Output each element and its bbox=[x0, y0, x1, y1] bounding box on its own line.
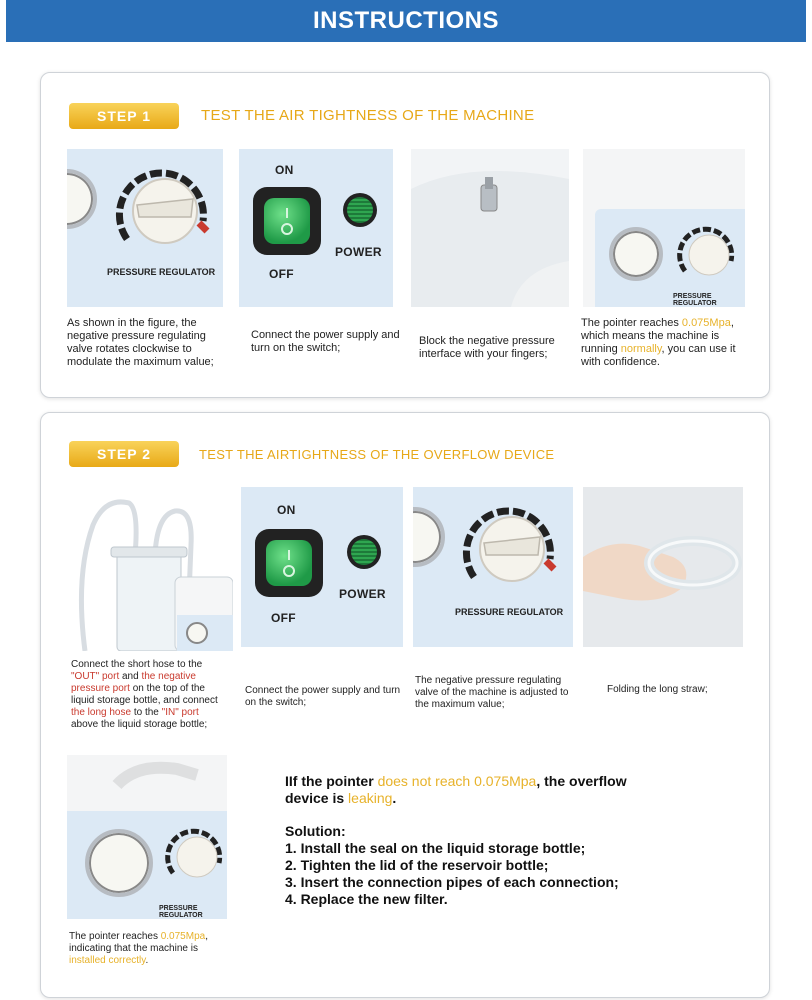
step1-port-photo bbox=[411, 149, 569, 307]
solution-item: 4. Replace the new filter. bbox=[285, 891, 448, 907]
power-switch-icon bbox=[253, 187, 321, 255]
step2-gauge-photo bbox=[67, 755, 227, 919]
step1-caption-1: As shown in the figure, the negative pressure regulating valve rotates clockwise to modulate the maximum value; bbox=[67, 317, 214, 368]
regulator-knob-icon bbox=[163, 823, 227, 887]
solution-heading: Solution: bbox=[285, 823, 346, 839]
machine-handle-icon bbox=[67, 755, 227, 815]
step1-title: TEST THE AIR TIGHTNESS OF THE MACHINE bbox=[201, 107, 535, 124]
solution-item: 1. Install the seal on the liquid storage bottle; bbox=[285, 840, 586, 856]
step2-caption-2: Connect the power supply and turn on the switch; bbox=[245, 685, 401, 708]
regulator-knob-icon bbox=[107, 159, 217, 259]
step1-caption-4: The pointer reaches 0.075Mpa, which means the machine is running normally, you can use it with confidence. bbox=[581, 317, 736, 368]
step2-regulator-photo bbox=[413, 487, 573, 647]
power-label: POWER bbox=[335, 245, 382, 259]
step1-card bbox=[40, 72, 770, 398]
switch-on-label: ON bbox=[277, 503, 296, 517]
step2-caption-3: The negative pressure regulating valve of the machine is adjusted to the maximum value; bbox=[415, 675, 569, 710]
regulator-knob-icon bbox=[453, 497, 565, 597]
negative-pressure-port-icon bbox=[411, 149, 569, 307]
pressure-gauge-icon bbox=[85, 829, 153, 897]
pressure-regulator-label: PRESSURE REGULATOR bbox=[673, 293, 717, 307]
folded-straw-icon bbox=[583, 487, 743, 647]
power-lamp-icon bbox=[347, 535, 381, 569]
regulator-knob-icon bbox=[675, 221, 739, 285]
instructions-banner bbox=[6, 0, 806, 42]
pressure-gauge-icon bbox=[413, 507, 445, 567]
switch-on-label: ON bbox=[275, 163, 294, 177]
switch-off-label: OFF bbox=[271, 611, 296, 625]
power-label: POWER bbox=[339, 587, 386, 601]
step1-gauge-photo bbox=[583, 149, 745, 307]
pressure-regulator-label: PRESSURE REGULATOR bbox=[455, 607, 564, 617]
step2-badge: STEP 2 bbox=[69, 441, 179, 467]
power-lamp-icon bbox=[343, 193, 377, 227]
step2-caption-1: Connect the short hose to the "OUT" port and the negative pressure port on the top of the liquid storage bottle, and connect the long hose to the "IN" port above the liquid storage bottle; bbox=[71, 659, 218, 730]
step2-caption-4: Folding the long straw; bbox=[607, 684, 708, 695]
step1-switch-photo bbox=[239, 149, 393, 307]
step1-regulator-photo bbox=[67, 149, 223, 307]
switch-off-label: OFF bbox=[269, 267, 294, 281]
step2-card bbox=[40, 412, 770, 998]
pressure-regulator-label: PRESSURE REGULATOR bbox=[159, 905, 203, 919]
step2-bottle-photo bbox=[65, 485, 233, 651]
storage-bottle-icon bbox=[65, 485, 233, 651]
solution-item: 3. Insert the connection pipes of each connection; bbox=[285, 874, 619, 890]
solution-block bbox=[285, 823, 705, 908]
step2-switch-photo bbox=[241, 487, 403, 647]
step2-straw-photo bbox=[583, 487, 743, 647]
step1-caption-3: Block the negative pressure interface with your fingers; bbox=[419, 335, 555, 360]
step1-caption-2: Connect the power supply and turn on the switch; bbox=[251, 329, 400, 354]
step2-title: TEST THE AIRTIGHTNESS OF THE OVERFLOW DEVICE bbox=[199, 447, 555, 462]
solution-item: 2. Tighten the lid of the reservoir bottle; bbox=[285, 857, 549, 873]
pressure-gauge-icon bbox=[67, 169, 97, 229]
step2-caption-5: The pointer reaches 0.075Mpa, indicating that the machine is installed correctly. bbox=[69, 931, 208, 966]
overflow-warning: IIf the pointer does not reach 0.075Mpa, the overflow device is leaking. bbox=[285, 773, 627, 806]
step1-badge: STEP 1 bbox=[69, 103, 179, 129]
pressure-regulator-label: PRESSURE REGULATOR bbox=[107, 267, 216, 277]
pressure-gauge-icon bbox=[609, 227, 663, 281]
power-switch-icon bbox=[255, 529, 323, 597]
banner-title: INSTRUCTIONS bbox=[313, 7, 499, 34]
